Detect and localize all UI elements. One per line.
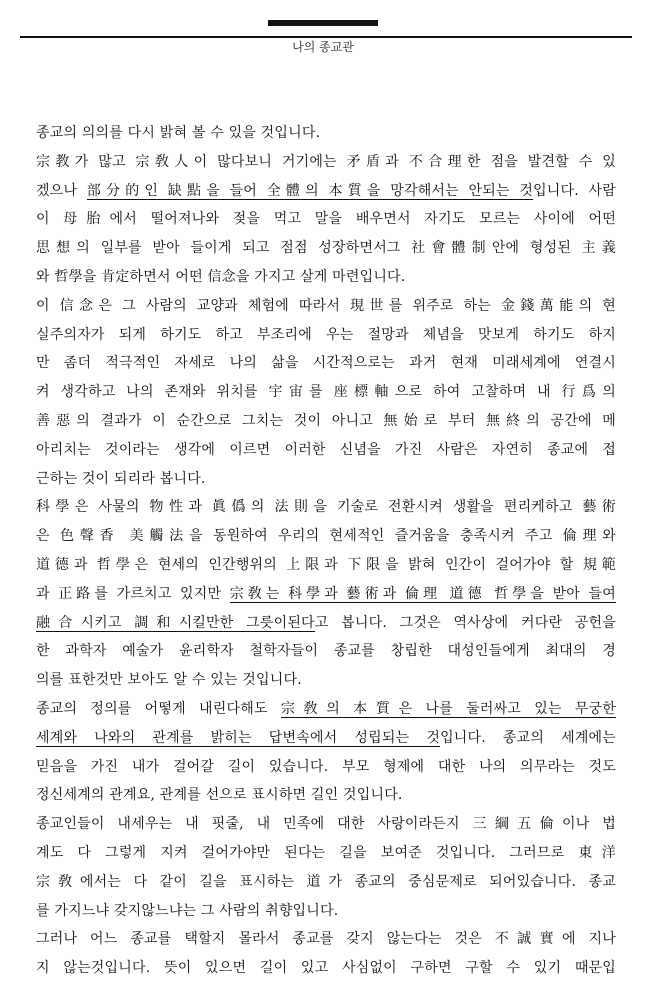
- text-line: [36, 551, 616, 580]
- text-line: [36, 925, 616, 954]
- underlined-phrase: 融合시키고 調和시킬만한 그릇이된다: [36, 614, 315, 631]
- header-bar: [268, 20, 378, 26]
- text-line: [36, 493, 616, 522]
- text-line: [36, 148, 616, 177]
- line-text: 그러나 어느 종교를 택할지 몰라서 종교를 갖지 않는다는 것은 不誠實에 지나: [36, 931, 616, 948]
- text-line: [36, 724, 616, 753]
- line-text: 실주의자가 되게 하기도 하고 부조리에 우는 절망과 체념을 맛보게 하기도 하지: [36, 326, 616, 343]
- line-text: 宗敎에서는 다 같이 길을 표시하는 道가 종교의 중심문제로 되어있습니다. 종교: [36, 873, 616, 890]
- text-line: [36, 609, 616, 638]
- line-text: 이 母胎에서 떨어져나와 젖을 먹고 말을 배우면서 자기도 모르는 사이에 어떤: [36, 211, 616, 228]
- text-line: [36, 522, 616, 551]
- line-text: 입니다. 종교의 세계에는: [440, 729, 616, 746]
- line-text: 와 哲學을 肯定하면서 어떤 信念을 가지고 살게 마련입니다.: [36, 268, 406, 285]
- line-text: 종교의 정의를 어떻게 내린다해도: [36, 700, 281, 717]
- text-line: [36, 234, 616, 263]
- line-text: 계도 다 그렇게 지켜 걸어가야만 된다는 길을 보여준 것입니다. 그러므로 東洋: [36, 844, 616, 861]
- text-line: [36, 205, 616, 234]
- line-text: 켜 생각하고 나의 존재와 위치를 宇宙를 座標軸으로 하여 고찰하며 내 行爲의: [36, 384, 616, 401]
- line-text: 근하는 것이 되리라 봅니다.: [36, 470, 206, 487]
- text-line: [36, 378, 616, 407]
- line-text: 이 信念은 그 사람의 교양과 체험에 따라서 現世를 위주로 하는 金錢萬能의 현: [36, 297, 616, 314]
- text-line: [36, 839, 616, 868]
- line-text: 道德과 哲學은 현세의 인간행위의 上限과 下限을 밝혀 인간이 걸어가야 할 規範: [36, 556, 616, 573]
- text-line: [36, 321, 616, 350]
- text-line: [36, 637, 616, 666]
- text-line: [36, 465, 616, 494]
- text-line: [36, 897, 616, 926]
- text-line: [36, 753, 616, 782]
- line-text: 를 가지느냐 갖지않느냐는 그 사람의 취향입니다.: [36, 902, 339, 919]
- line-text: 思想의 일부를 받아 들이게 되고 점점 성장하면서그 社會體制안에 형성된 主義: [36, 240, 616, 257]
- underlined-phrase: 部分的인 缺點을 들어 全體의 本質을 망각해서는 안되는 것: [86, 182, 534, 199]
- line-text: 한 과학자 예술가 윤리학자 철학자들이 종교를 창립한 대성인들에게 최대의 경: [36, 643, 616, 660]
- line-text: 과 正路를 가르치고 있지만: [36, 585, 230, 602]
- text-line: [36, 119, 616, 148]
- text-line: [36, 177, 616, 206]
- text-line: [36, 666, 616, 695]
- text-line: [36, 580, 616, 609]
- text-line: [36, 810, 616, 839]
- text-line: [36, 695, 616, 724]
- text-line: [36, 292, 616, 321]
- text-line: [36, 781, 616, 810]
- line-text: 은 色聲香 美觸法을 동원하여 우리의 현세적인 즐거움을 충족시켜 주고 倫理와: [36, 528, 616, 545]
- underlined-phrase: 세계와 나와의 관계를 밝히는 답변속에서 성립되는 것: [36, 729, 441, 746]
- line-text: 지 않는것입니다. 뜻이 있으면 길이 있고 사심없이 구하면 구할 수 있기 때문입: [36, 960, 616, 977]
- line-text: 의를 표한것만 보아도 알 수 있는 것입니다.: [36, 672, 302, 689]
- line-text: 믿음을 가진 내가 걸어갈 길이 있습니다. 부모 형제에 대한 나의 의무라는 것도: [36, 758, 616, 775]
- underlined-phrase: 宗敎의 本質은 나를 둘러싸고 있는 무궁한: [280, 700, 616, 717]
- line-text: 종교인들이 내세우는 내 핏줄, 내 민족에 대한 사랑이라든지 三綱五倫이나 법: [36, 816, 616, 833]
- line-text: 科學은 사물의 物性과 眞僞의 法則을 기술로 전환시켜 생활을 편리케하고 藝術: [36, 499, 616, 516]
- line-text: 宗教가 많고 宗敎人이 많다보니 거기에는 矛盾과 不合理한 점을 발견할 수 있: [36, 153, 616, 170]
- line-text: 고 봅니다. 그것은 역사상에 커다란 공헌을: [314, 614, 616, 631]
- text-line: [36, 954, 616, 983]
- text-line: [36, 436, 616, 465]
- line-text: 겠으나: [36, 182, 87, 199]
- text-line: [36, 263, 616, 292]
- line-text: 아리치는 것이라는 생각에 이르면 이러한 신념을 가진 사람은 자연히 종교에 접: [36, 441, 616, 458]
- line-text: 善惡의 결과가 이 순간으로 그치는 것이 아니고 無始로 부터 無終의 공간에 메: [36, 412, 616, 429]
- text-line: [36, 349, 616, 378]
- line-text: 입니다. 사람: [533, 182, 617, 199]
- running-head: 나의 종교관: [292, 40, 354, 54]
- line-text: 정신세계의 관계요, 관계를 선으로 표시하면 길인 것입니다.: [36, 787, 403, 804]
- text-line: [36, 407, 616, 436]
- body-text: [36, 119, 616, 983]
- line-text: 종교의 의의를 다시 밝혀 볼 수 있을 것입니다.: [36, 125, 321, 141]
- text-line: [36, 868, 616, 897]
- underlined-phrase: 宗敎는 科學과 藝術과 倫理 道德 哲學을 받아 들여: [229, 585, 616, 602]
- line-text: 만 좀더 적극적인 자세로 나의 삶을 시간적으로는 과거 현재 미래세계에 연결시: [36, 355, 616, 372]
